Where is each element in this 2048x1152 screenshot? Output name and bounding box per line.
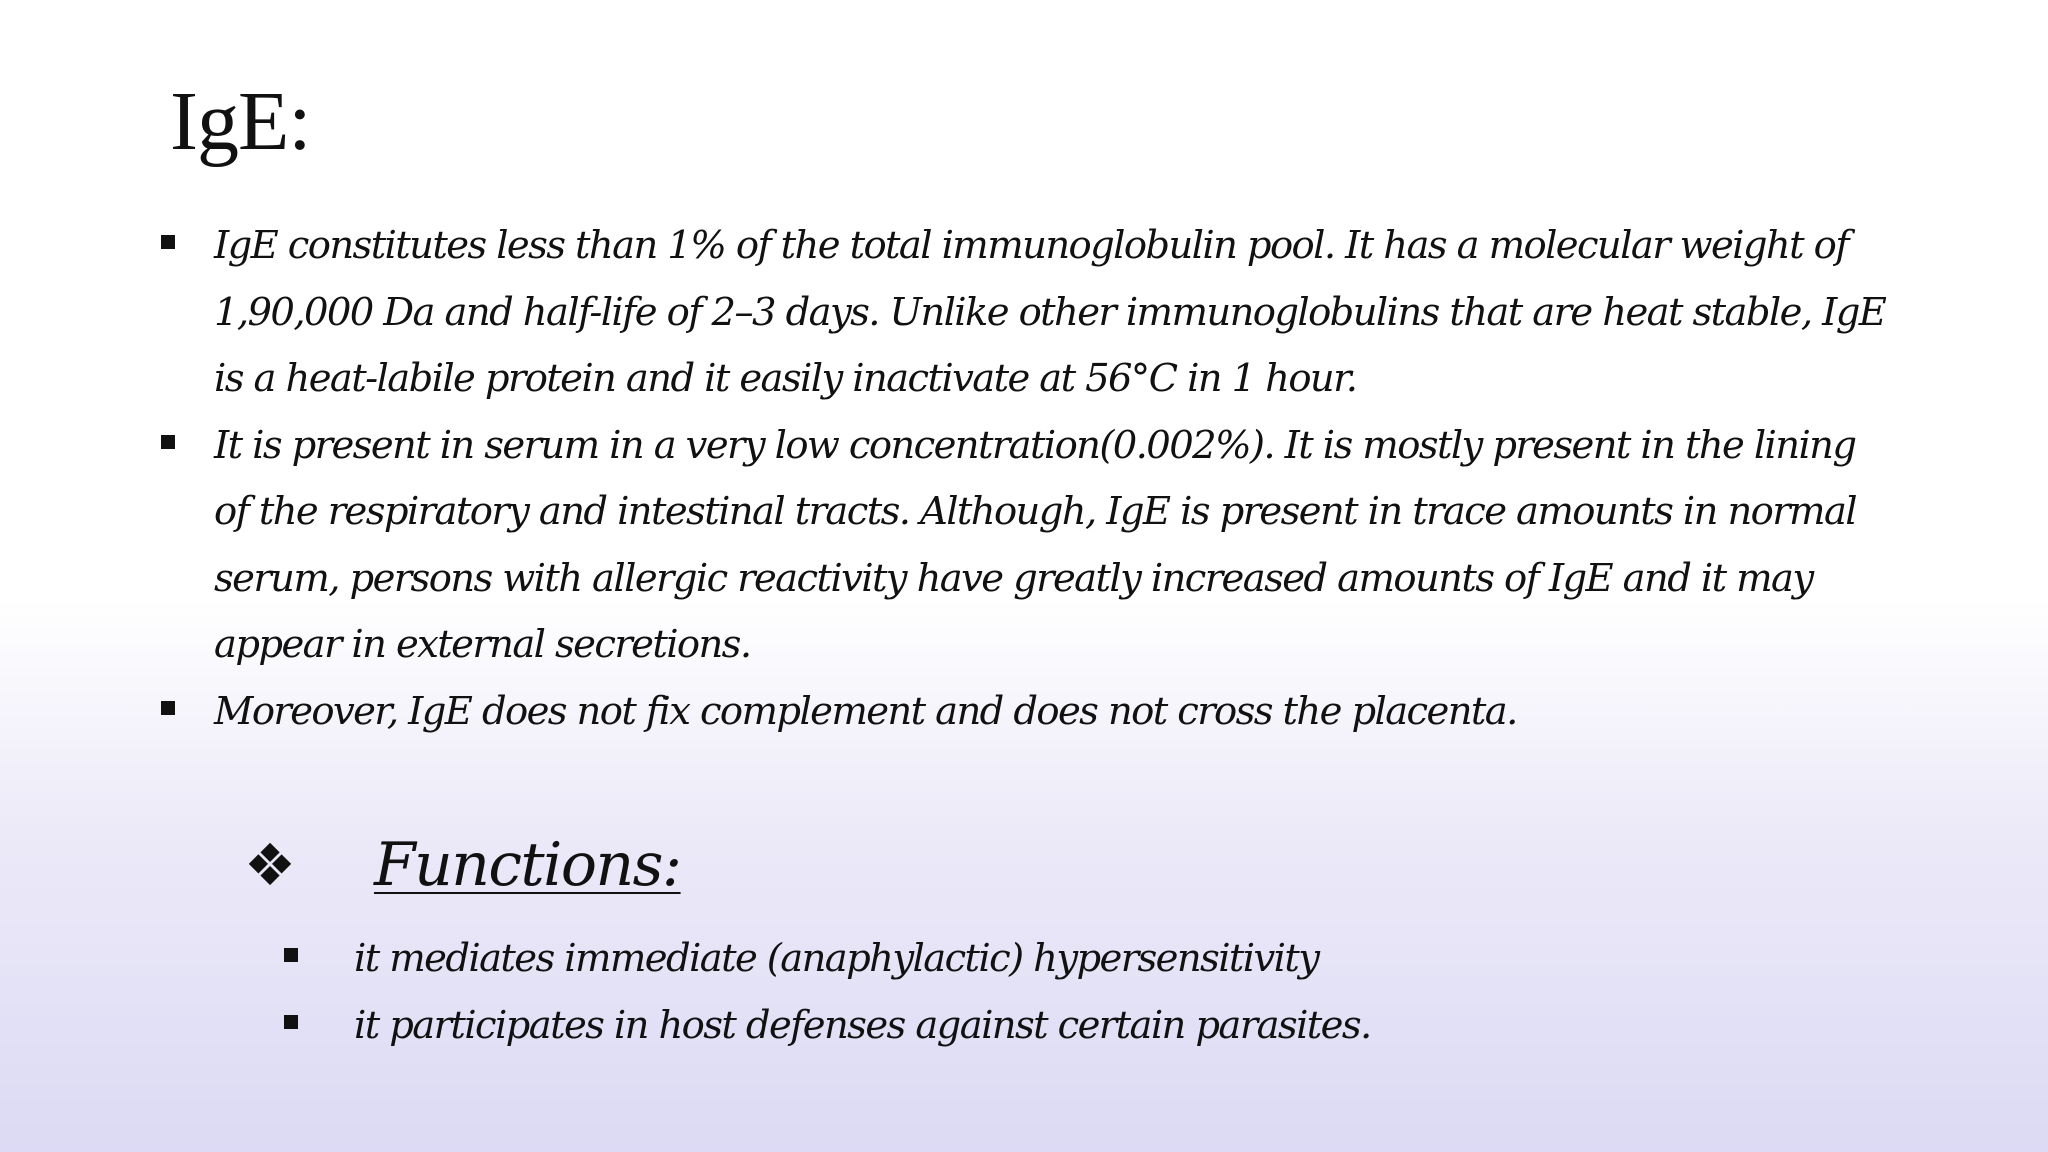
functions-list [280,926,1880,1059]
diamond-bullet-icon: ❖ [244,831,296,899]
function-item [280,993,1880,1060]
bullet-text: It is present in serum in a very low concentration(0.002%). It is mostly present in the lining of the respiratory and intestinal tracts. Although, IgE is present in trace amounts in normal serum, persons with allergic reactivity have greatly increased amounts of IgE and it may appear in external secretions. [214,422,1857,667]
bullet-text: Moreover, IgE does not fix complement and does not cross the placenta. [214,688,1517,734]
function-text: it mediates immediate (anaphylactic) hypersensitivity [354,936,1319,981]
square-bullet-icon [161,435,175,449]
functions-heading [244,820,681,910]
square-bullet-icon [161,701,175,715]
bullet-item [158,213,1898,413]
functions-title: Functions: [374,830,681,900]
square-bullet-icon [161,235,175,249]
bullet-text: IgE constitutes less than 1% of the total immunoglobulin pool. It has a molecular weight of 1,90,000 Da and half-life of 2–3 days. Unlike other immunoglobulins that are heat stable, IgE is a heat-labile protein and it easily inactivate at 56°C in 1 hour. [214,223,1886,401]
function-text: it participates in host defenses against certain parasites. [354,1002,1371,1048]
bullet-list [158,213,1898,745]
slide-title: IgE: [170,75,311,168]
square-bullet-icon [284,1015,298,1029]
bullet-item [158,679,1898,746]
function-item [280,926,1880,993]
bullet-item [158,413,1898,679]
square-bullet-icon [284,948,298,962]
